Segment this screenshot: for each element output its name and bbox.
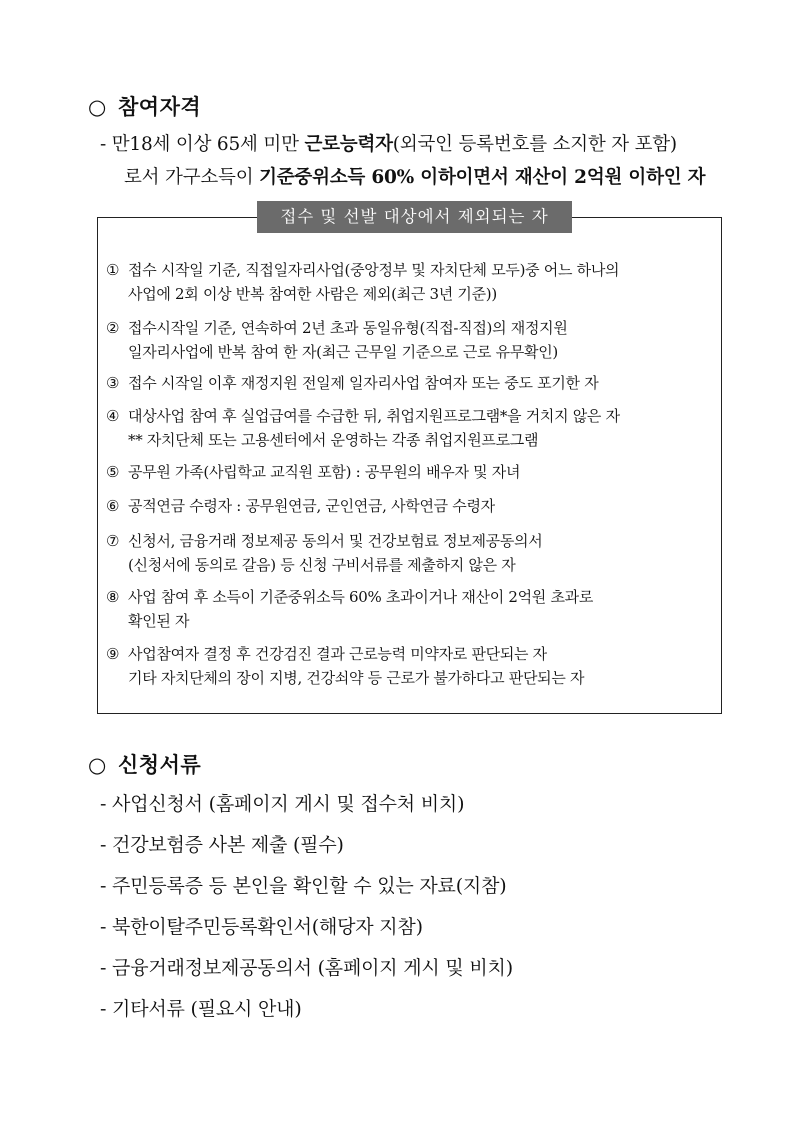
section-heading-documents [88,749,201,779]
circle-bullet-icon: ○ [88,753,107,777]
item-number: ⑧ [106,588,120,606]
exclusion-item [106,460,520,484]
document-item: - 금융거래정보제공동의서 (홈페이지 게시 및 비치) [100,957,513,979]
item-text: 확인된 자 [128,612,190,630]
exclusion-item [106,529,542,577]
document-item: - 주민등록증 등 본인을 확인할 수 있는 자료(지참) [100,875,507,897]
item-number: ⑦ [106,532,120,550]
item-number: ③ [106,374,120,392]
item-text: 접수 시작일 기준, 직접일자리사업(중앙정부 및 자치단체 모두)중 어느 하나의 [128,261,620,279]
document-item: - 사업신청서 (홈페이지 게시 및 접수처 비치) [100,793,465,815]
document-item: - 기타서류 (필요시 안내) [100,998,302,1020]
exclusion-item [106,258,619,306]
item-text: 공적연금 수령자 : 공무원연금, 군인연금, 사학연금 수령자 [128,497,495,515]
document-item: - 건강보험증 사본 제출 (필수) [100,834,344,856]
item-text: 사업에 2회 이상 반복 참여한 사람은 제외(최근 3년 기준)) [128,285,497,303]
item-text: 접수시작일 기준, 연속하여 2년 초과 동일유형(직접-직접)의 재정지원 [128,319,568,337]
item-text: 접수 시작일 이후 재정지원 전일제 일자리사업 참여자 또는 중도 포기한 자 [128,374,599,392]
item-text: 기타 자치단체의 장이 지병, 건강쇠약 등 근로가 불가하다고 판단되는 자 [128,669,585,687]
item-text: 신청서, 금융거래 정보제공 동의서 및 건강보험료 정보제공동의서 [128,532,543,550]
exclusion-item [106,316,568,364]
document-item: - 북한이탈주민등록확인서(해당자 지참) [100,916,423,938]
item-number: ⑨ [106,645,120,663]
item-text: ** 자치단체 또는 고용센터에서 운영하는 각종 취업지원프로그램 [128,431,539,449]
exclusion-item [106,494,495,518]
item-text: 공무원 가족(사립학교 교직원 포함) : 공무원의 배우자 및 자녀 [128,463,521,481]
item-text: 일자리사업에 반복 참여 한 자(최근 근무일 기준으로 근로 유무확인) [128,343,558,361]
circle-bullet-icon: ○ [88,95,107,119]
item-text: (신청서에 동의로 갈음) 등 신청 구비서류를 제출하지 않은 자 [128,556,516,574]
item-text: 대상사업 참여 후 실업급여를 수급한 뒤, 취업지원프로그램*을 거치지 않은 자 [128,407,620,425]
item-number: ④ [106,407,120,425]
item-text: 사업 참여 후 소득이 기준중위소득 60% 초과이거나 재산이 2억원 초과로 [128,588,594,606]
section-title: 참여자격 [118,94,202,119]
eligibility-line-1: - 만18세 이상 65세 미만 근로능력자(외국인 등록번호를 소지한 자 포함) [100,134,677,155]
item-number: ② [106,319,120,337]
eligibility-line-2: 로서 가구소득이 기준중위소득 60% 이하이면서 재산이 2억원 이하인 자 [124,167,706,188]
section-title: 신청서류 [118,752,202,777]
exclusion-item [106,642,584,690]
item-number: ① [106,261,120,279]
exclusion-item [106,371,598,395]
item-number: ⑤ [106,463,120,481]
section-heading-eligibility [88,91,201,121]
exclusion-item [106,585,593,633]
exclusion-item [106,404,620,452]
item-text: 사업참여자 결정 후 건강검진 결과 근로능력 미약자로 판단되는 자 [128,645,547,663]
item-number: ⑥ [106,497,120,515]
exclusion-box-title: 접수 및 선발 대상에서 제외되는 자 [257,201,572,233]
